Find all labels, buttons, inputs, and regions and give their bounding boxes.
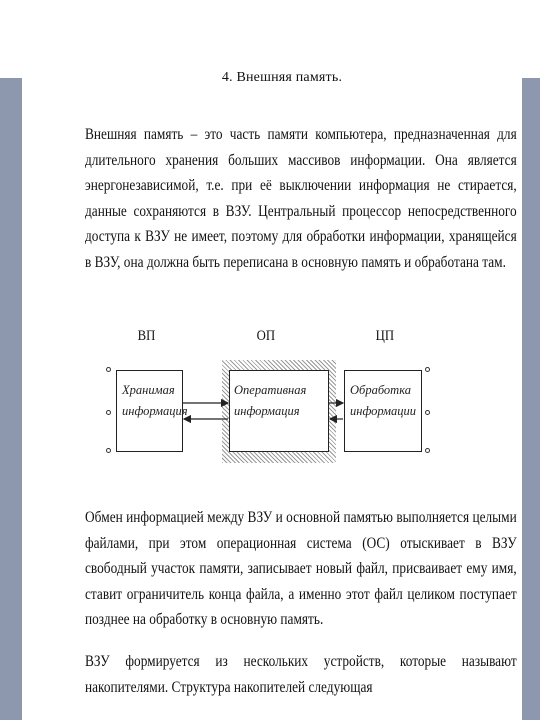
corner-dot <box>425 448 430 453</box>
paragraph-external-memory: Внешняя память – это часть памяти компьютера, предназначенная для длительного хранения больших массивов информации. Она является энергонезависимой, т.е. при её выключении информация не стирается, данные сохраняются в ВЗУ. Центральный процессор непосредственного доступа к ВЗУ не имеет, поэтому для обработки информации, хранящейся в ВЗУ, она должна быть переписана в основную память и обработана там. <box>85 126 517 271</box>
diagram-label-op: ОП <box>256 328 276 344</box>
box-operative-line1: Оперативная <box>234 383 307 397</box>
paragraph-file-exchange: Обмен информацией между ВЗУ и основной памятью выполняется целыми файлами, при этом операционная система (ОС) отыскивает в ВЗУ свободный участок памяти, записывает новый файл, присваивает ему имя, ставит ограничитель конца файла, а именно этот файл целиком поступает позднее на обработку в основную память. <box>85 509 517 628</box>
box-operative-line2: информация <box>234 404 300 418</box>
document-page <box>22 0 522 720</box>
left-side-bar <box>0 78 22 720</box>
corner-dot <box>425 410 430 415</box>
diagram-arrows <box>22 0 522 480</box>
corner-dot <box>106 410 111 415</box>
section-title: 4. Внешняя память. <box>221 70 343 85</box>
box-stored-line2: информация <box>122 404 188 418</box>
right-side-bar <box>522 78 540 720</box>
corner-dot <box>106 367 111 372</box>
corner-dot <box>106 448 111 453</box>
corner-dot <box>425 367 430 372</box>
diagram-label-cp: ЦП <box>375 328 395 344</box>
box-processing-line2: информации <box>350 404 417 418</box>
diagram-label-vp: ВП <box>137 328 156 344</box>
paragraph-storage-devices: ВЗУ формируется из нескольких устройств, которые называют накопителями. Структура накопителей следующая <box>85 653 517 696</box>
box-processing-line1: Обработка <box>350 383 411 397</box>
box-stored-line1: Хранимая <box>122 383 175 397</box>
